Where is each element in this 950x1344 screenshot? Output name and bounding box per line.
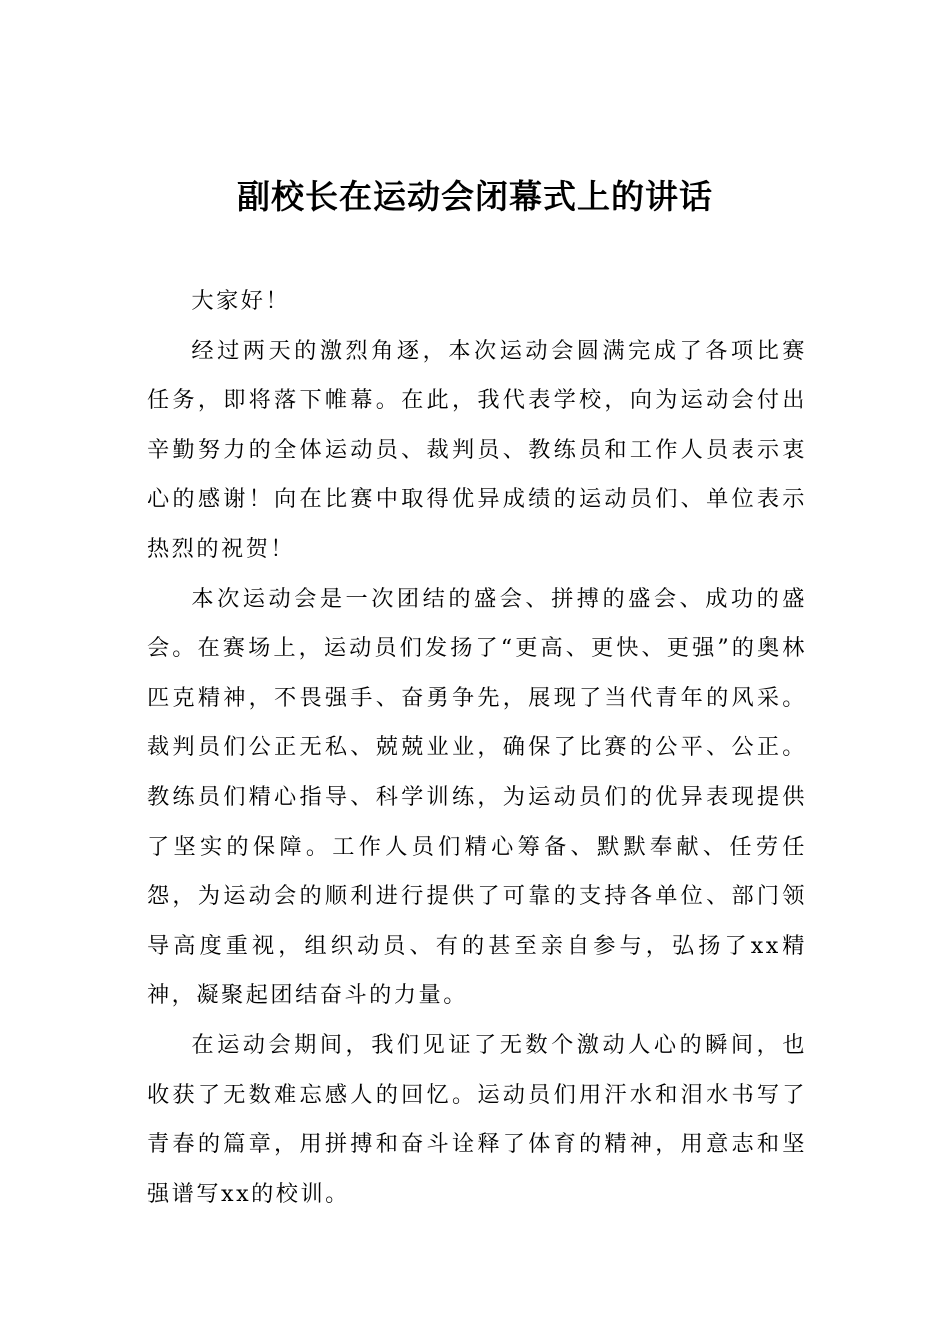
paragraph-greeting: 大家好！ — [191, 288, 291, 314]
document-body — [147, 277, 807, 1219]
paragraph-memories: 在运动会期间，我们见证了无数个激动人心的瞬间，也收获了无数难忘感人的回忆。运动员们用汗水和泪水书写了青春的篇章，用拼搏和奋斗诠释了体育的精神，用意志和坚强谱写xx的校训。 — [147, 1031, 807, 1207]
document-title: 副校长在运动会闭幕式上的讲话 — [237, 177, 713, 216]
paragraph-review: 本次运动会是一次团结的盛会、拼搏的盛会、成功的盛会。在赛场上，运动员们发扬了“更高、更快、更强”的奥林匹克精神，不畏强手、奋勇争先，展现了当代青年的风采。裁判员们公正无私、兢兢业业，确保了比赛的公平、公正。教练员们精心指导、科学训练，为运动员们的优异表现提供了坚实的保障。工作人员们精心筹备、默默奉献、任劳任怨，为运动会的顺利进行提供了可靠的支持各单位、部门领导高度重视，组织动员、有的甚至亲自参与，弘扬了xx精神，凝聚起团结奋斗的力量。 — [147, 585, 807, 1009]
paragraph-thanks: 经过两天的激烈角逐，本次运动会圆满完成了各项比赛任务，即将落下帷幕。在此，我代表学校，向为运动会付出辛勤努力的全体运动员、裁判员、教练员和工作人员表示衷心的感谢！向在比赛中取得优异成绩的运动员们、单位表示热烈的祝贺！ — [147, 337, 807, 562]
